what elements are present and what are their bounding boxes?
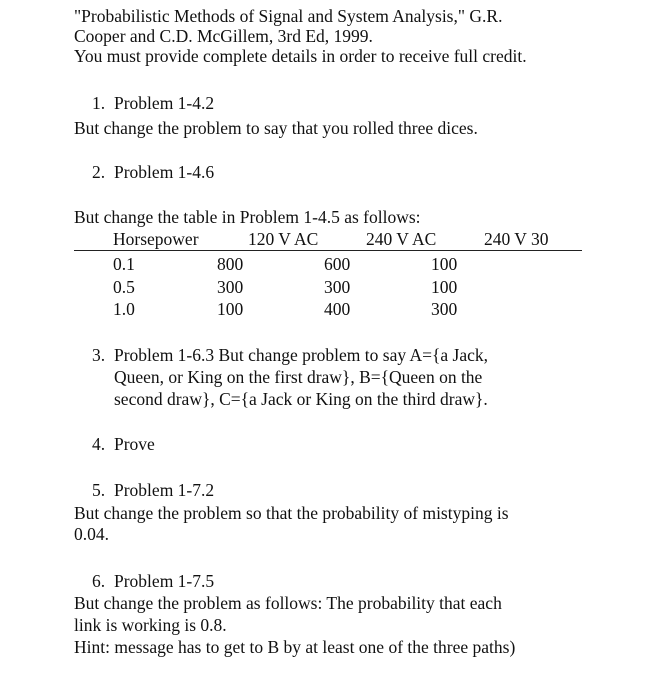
citation-line-1: "Probabilistic Methods of Signal and System Analysis," G.R. <box>74 6 503 26</box>
table-header-240v30: 240 V 30 <box>484 229 549 249</box>
table-cell: 0.5 <box>113 277 135 297</box>
problem-6-hint: Hint: message has to get to B by at least one of the three paths) <box>74 637 516 657</box>
table-header-120vac: 120 V AC <box>248 229 319 249</box>
citation-line-2: Cooper and C.D. McGillem, 3rd Ed, 1999. <box>74 26 373 46</box>
table-cell: 400 <box>324 299 351 319</box>
table-cell: 300 <box>217 277 244 297</box>
table-cell: 100 <box>431 277 458 297</box>
problem-3-line-2: Queen, or King on the first draw}, B={Queen on the <box>114 367 483 387</box>
problem-1-title: Problem 1-4.2 <box>114 93 215 113</box>
problem-2-intro: But change the table in Problem 1-4.5 as follows: <box>74 207 421 227</box>
problem-1-number: 1. <box>92 93 106 113</box>
table-cell: 300 <box>431 299 458 319</box>
problem-4-title: Prove <box>114 434 155 454</box>
problem-5-number: 5. <box>92 480 106 500</box>
problem-4-number: 4. <box>92 434 106 454</box>
problem-6-line-2: link is working is 0.8. <box>74 615 227 635</box>
table-header-240vac: 240 V AC <box>366 229 437 249</box>
problem-6-line-1: But change the problem as follows: The probability that each <box>74 593 502 613</box>
problem-6-title: Problem 1-7.5 <box>114 571 215 591</box>
problem-5-line-2: 0.04. <box>74 524 109 544</box>
problem-5-title: Problem 1-7.2 <box>114 480 215 500</box>
instructions-line: You must provide complete details in order to receive full credit. <box>74 46 527 66</box>
problem-3-line-3: second draw}, C={a Jack or King on the third draw}. <box>114 389 488 409</box>
problem-2-number: 2. <box>92 162 106 182</box>
problem-6-number: 6. <box>92 571 106 591</box>
table-cell: 100 <box>217 299 244 319</box>
table-cell: 1.0 <box>113 299 135 319</box>
problem-2-title: Problem 1-4.6 <box>114 162 215 182</box>
table-header-rule <box>74 250 582 251</box>
table-cell: 600 <box>324 254 351 274</box>
table-header-horsepower: Horsepower <box>113 229 199 249</box>
problem-1-text: But change the problem to say that you rolled three dices. <box>74 118 478 138</box>
problem-5-line-1: But change the problem so that the probability of mistyping is <box>74 503 509 523</box>
problem-3-line-1: Problem 1-6.3 But change problem to say A={a Jack, <box>114 345 489 365</box>
problem-3-number: 3. <box>92 345 106 365</box>
table-cell: 100 <box>431 254 458 274</box>
table-cell: 0.1 <box>113 254 135 274</box>
table-cell: 300 <box>324 277 351 297</box>
table-cell: 800 <box>217 254 244 274</box>
